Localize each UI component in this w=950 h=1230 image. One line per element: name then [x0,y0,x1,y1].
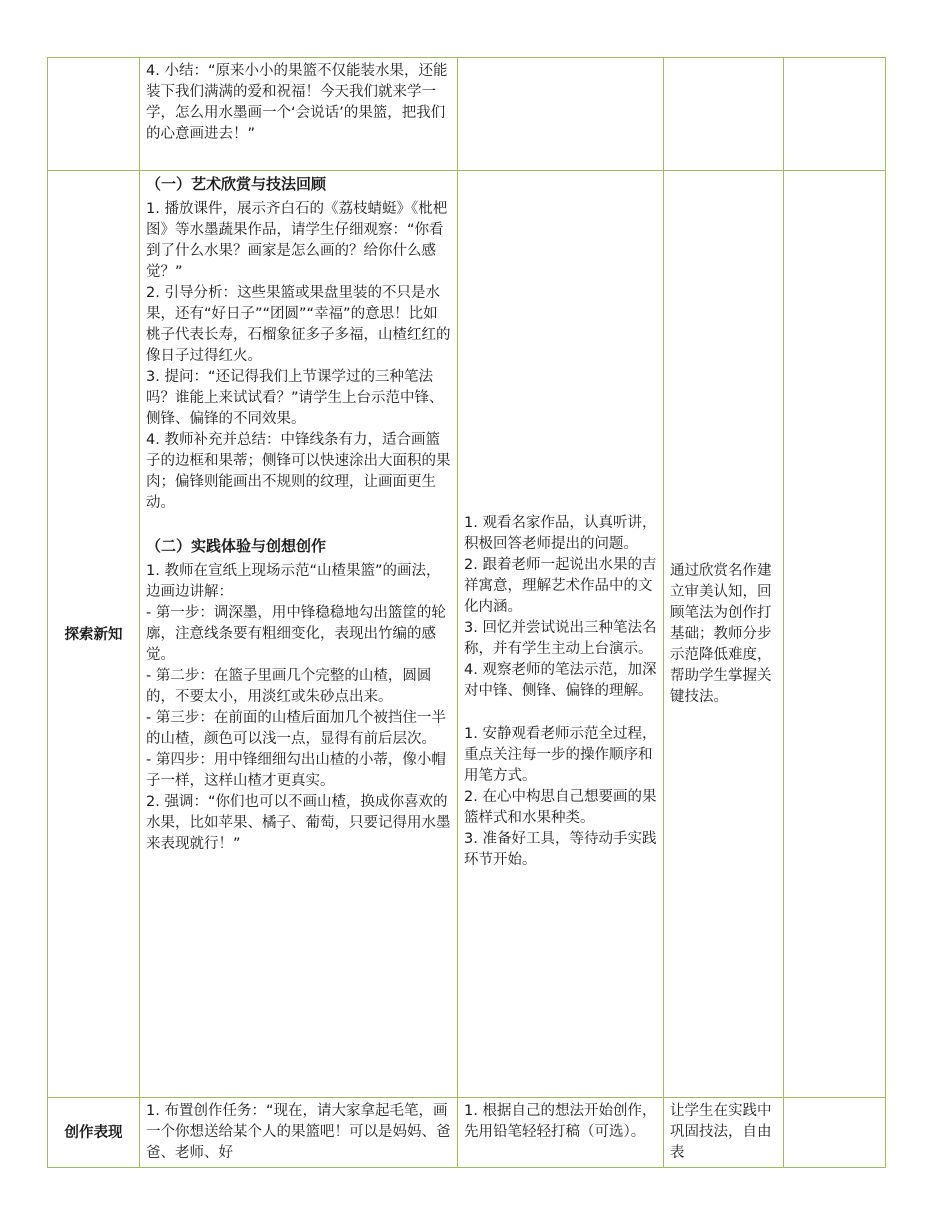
list-item: 3. 提问：“还记得我们上节课学过的三种笔法吗？谁能上来试试看？”请学生上台示范中锋、侧锋、偏锋的不同效果。 [146,369,444,427]
extra-cell [784,58,886,171]
list-item: 1. 观看名家作品，认真听讲，积极回答老师提出的问题。 [464,514,657,552]
section-title: （一）艺术欣赏与技法回顾 [146,175,327,193]
table-row-explore [48,171,886,1098]
stage-label: 创作表现 [48,1098,140,1168]
section-title: （二）实践体验与创想创作 [146,537,327,555]
student-task-text: 1. 根据自己的想法开始创作，先用铅笔轻轻打稿（可选）。 [464,1103,657,1140]
task-text: 1. 布置创作任务：“现在，请大家拿起毛笔，画一个你想送给某个人的果篮吧！可以是妈妈、爸爸、老师、好 [146,1103,451,1161]
list-item: - 第一步：调深墨，用中锋稳稳地勾出篮筐的轮廓，注意线条要有粗细变化，表现出竹编的感觉。 [146,605,446,663]
design-intent-cell [664,171,784,1098]
student-activity-cell [458,171,664,1098]
teacher-activity-cell [140,171,458,1098]
stage-label: 探索新知 [48,171,140,1098]
extra-cell [784,171,886,1098]
design-intent-text: 让学生在实践中巩固技法，自由表 [670,1103,772,1161]
list-item: 1. 播放课件，展示齐白石的《荔枝蜻蜓》《枇杷图》等水墨蔬果作品，请学生仔细观察：“你看到了什么水果？画家是怎么画的？给你什么感觉？” [146,201,448,280]
student-activity-cell [458,58,664,171]
list-item: - 第四步：用中锋细细勾出山楂的小蒂，像小帽子一样，这样山楂才更真实。 [146,752,446,789]
list-item: - 第二步：在篮子里画几个完整的山楂，圆圆的，不要太小，用淡红或朱砂点出来。 [146,668,432,705]
list-item: 2. 跟着老师一起说出水果的吉祥寓意，理解艺术作品中的文化内涵。 [464,556,657,615]
list-item: 1. 安静观看老师示范全过程，重点关注每一步的操作顺序和用笔方式。 [464,725,657,784]
intro-summary-text: 4. 小结：“原来小小的果篮不仅能装水果，还能装下我们满满的爱和祝福！今天我们就来学一学，怎么用水墨画一个‘会说话’的果篮，把我们的心意画进去！” [146,63,448,142]
stage-cell-empty [48,58,140,171]
list-item: 2. 强调：“你们也可以不画山楂，换成你喜欢的水果，比如苹果、橘子、葡萄，只要记得用水墨来表现就行！” [146,794,451,852]
teacher-activity-cell [140,58,458,171]
table-row-create [48,1098,886,1168]
lesson-plan-table [47,57,886,1168]
student-activity-cell [458,1098,664,1168]
list-item: 4. 观察老师的笔法示范，加深对中锋、侧锋、偏锋的理解。 [464,661,657,699]
list-item: 4. 教师补充并总结：中锋线条有力，适合画篮子的边框和果蒂；侧锋可以快速涂出大面积的果肉；偏锋则能画出不规则的纹理，让画面更生动。 [146,432,451,511]
design-intent-cell [664,1098,784,1168]
list-item: 3. 回忆并尝试说出三种笔法名称，并有学生主动上台演示。 [464,619,657,657]
design-intent-cell [664,58,784,171]
list-item: 2. 在心中构思自己想要画的果篮样式和水果种类。 [464,788,657,826]
design-intent-text: 通过欣赏名作建立审美认知，回顾笔法为创作打基础；教师分步示范降低难度，帮助学生掌握关键技法。 [670,562,772,705]
list-item: 1. 教师在宣纸上现场示范“山楂果篮”的画法，边画边讲解： [146,563,441,600]
list-item: 2. 引导分析：这些果篮或果盘里装的不只是水果，还有“好日子”“团圆”“幸福”的意思！比如桃子代表长寿，石榴象征多子多福，山楂红红的像日子过得红火。 [146,285,451,364]
extra-cell [784,1098,886,1168]
table-row-intro [48,58,886,171]
teacher-activity-cell [140,1098,458,1168]
list-item: 3. 准备好工具，等待动手实践环节开始。 [464,830,657,868]
list-item: - 第三步：在前面的山楂后面加几个被挡住一半的山楂，颜色可以浅一点，显得有前后层次。 [146,710,446,747]
